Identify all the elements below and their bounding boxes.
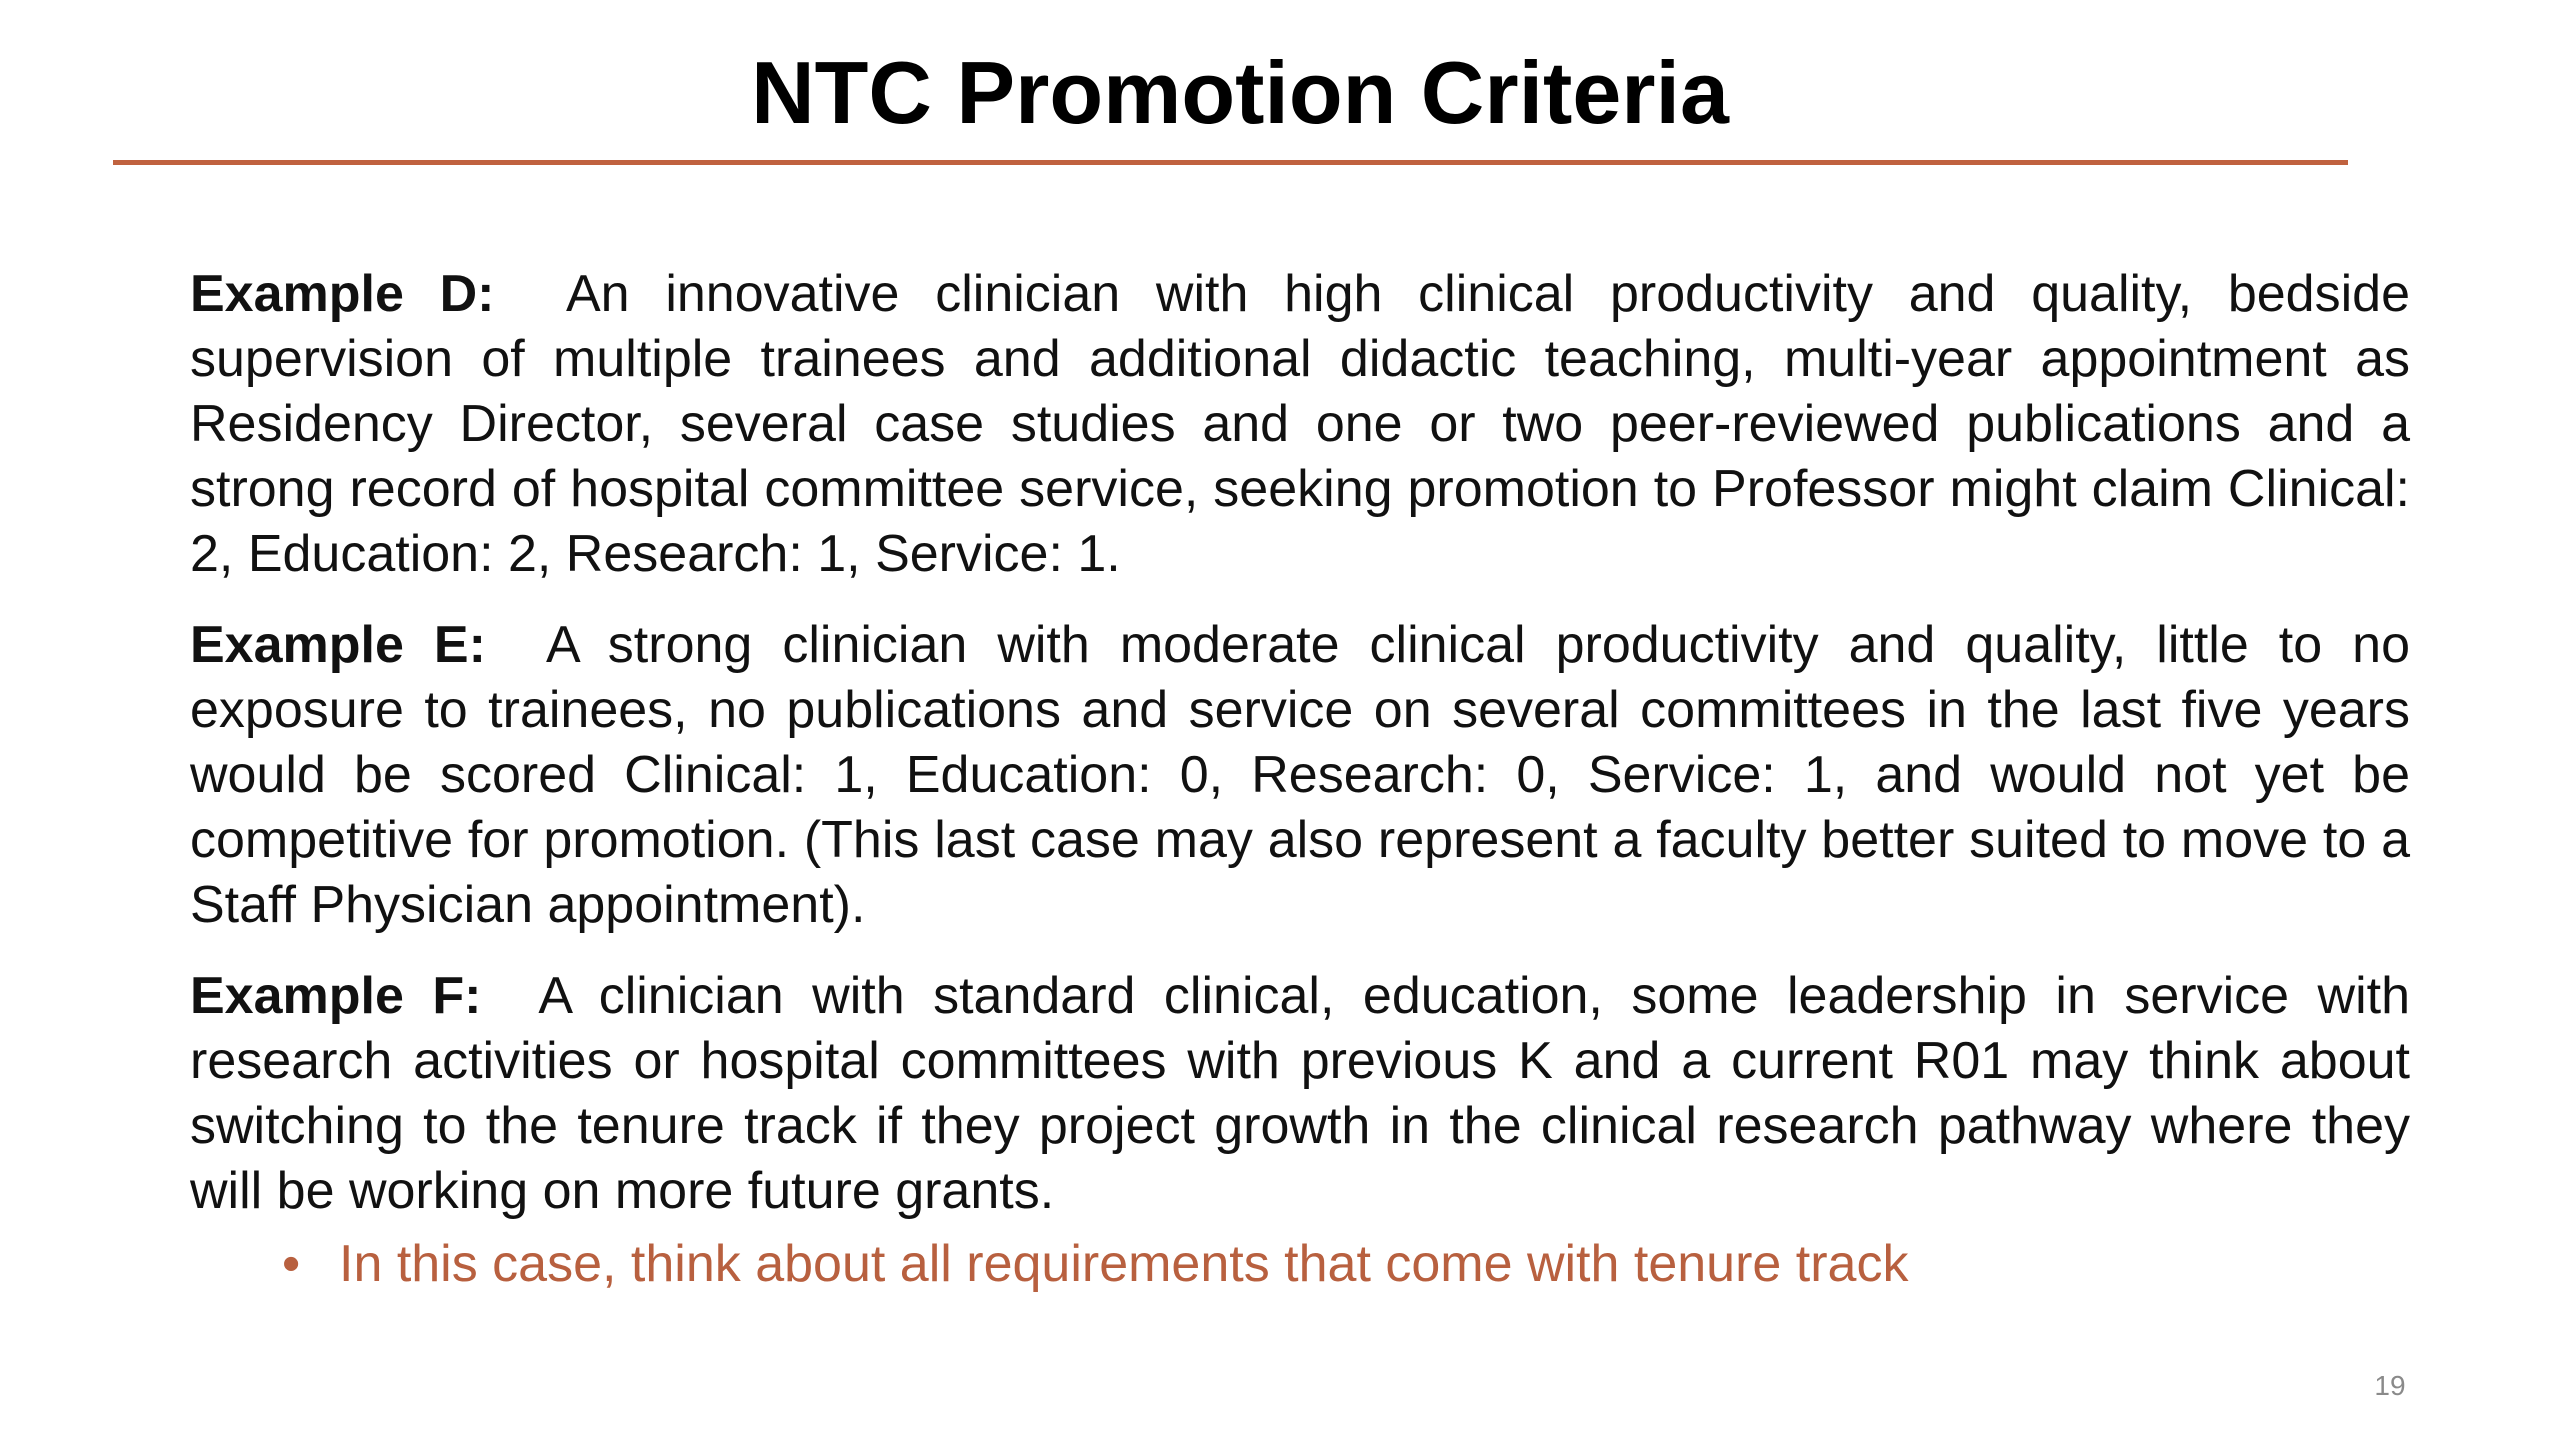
bullet-list (190, 1232, 2410, 1297)
example-f-text: A clinician with standard clinical, education, some leadership in service with research activities or hospital committees with previous K and a current R01 may think about switching to the tenure track if they project growth in the clinical research pathway where they will be working on more future grants. (190, 967, 2410, 1220)
example-f-paragraph (190, 964, 2410, 1224)
example-d-paragraph (190, 262, 2410, 587)
example-d-label: Example D: (190, 265, 495, 323)
example-e-text: A strong clinician with moderate clinical productivity and quality, little to no exposure to trainees, no publications and service on several committees in the last five years would be scored Clinical: 1, Education: 0, Research: 0, Service: 1, and would not yet be competitive for promotion. (This last case may also represent a faculty better suited to move to a Staff Physician appointment). (190, 616, 2410, 934)
slide-title: NTC Promotion Criteria (751, 43, 1729, 142)
example-d-text: An innovative clinician with high clinical productivity and quality, bedside supervision of multiple trainees and additional didactic teaching, multi-year appointment as Residency Director, several case studies and one or two peer-reviewed publications and a strong record of hospital committee service, seeking promotion to Professor might claim Clinical: 2, Education: 2, Research: 1, Service: 1. (190, 265, 2410, 583)
example-e-paragraph (190, 613, 2410, 938)
title-divider (113, 160, 2348, 165)
slide-content (190, 262, 2410, 1297)
page-number: 19 (2374, 1370, 2406, 1401)
example-f-label: Example F: (190, 967, 482, 1025)
bullet-text: In this case, think about all requirements that come with tenure track (339, 1235, 1909, 1293)
example-e-label: Example E: (190, 616, 486, 674)
list-item (282, 1232, 2410, 1297)
bullet-dot-icon: • (282, 1235, 301, 1293)
